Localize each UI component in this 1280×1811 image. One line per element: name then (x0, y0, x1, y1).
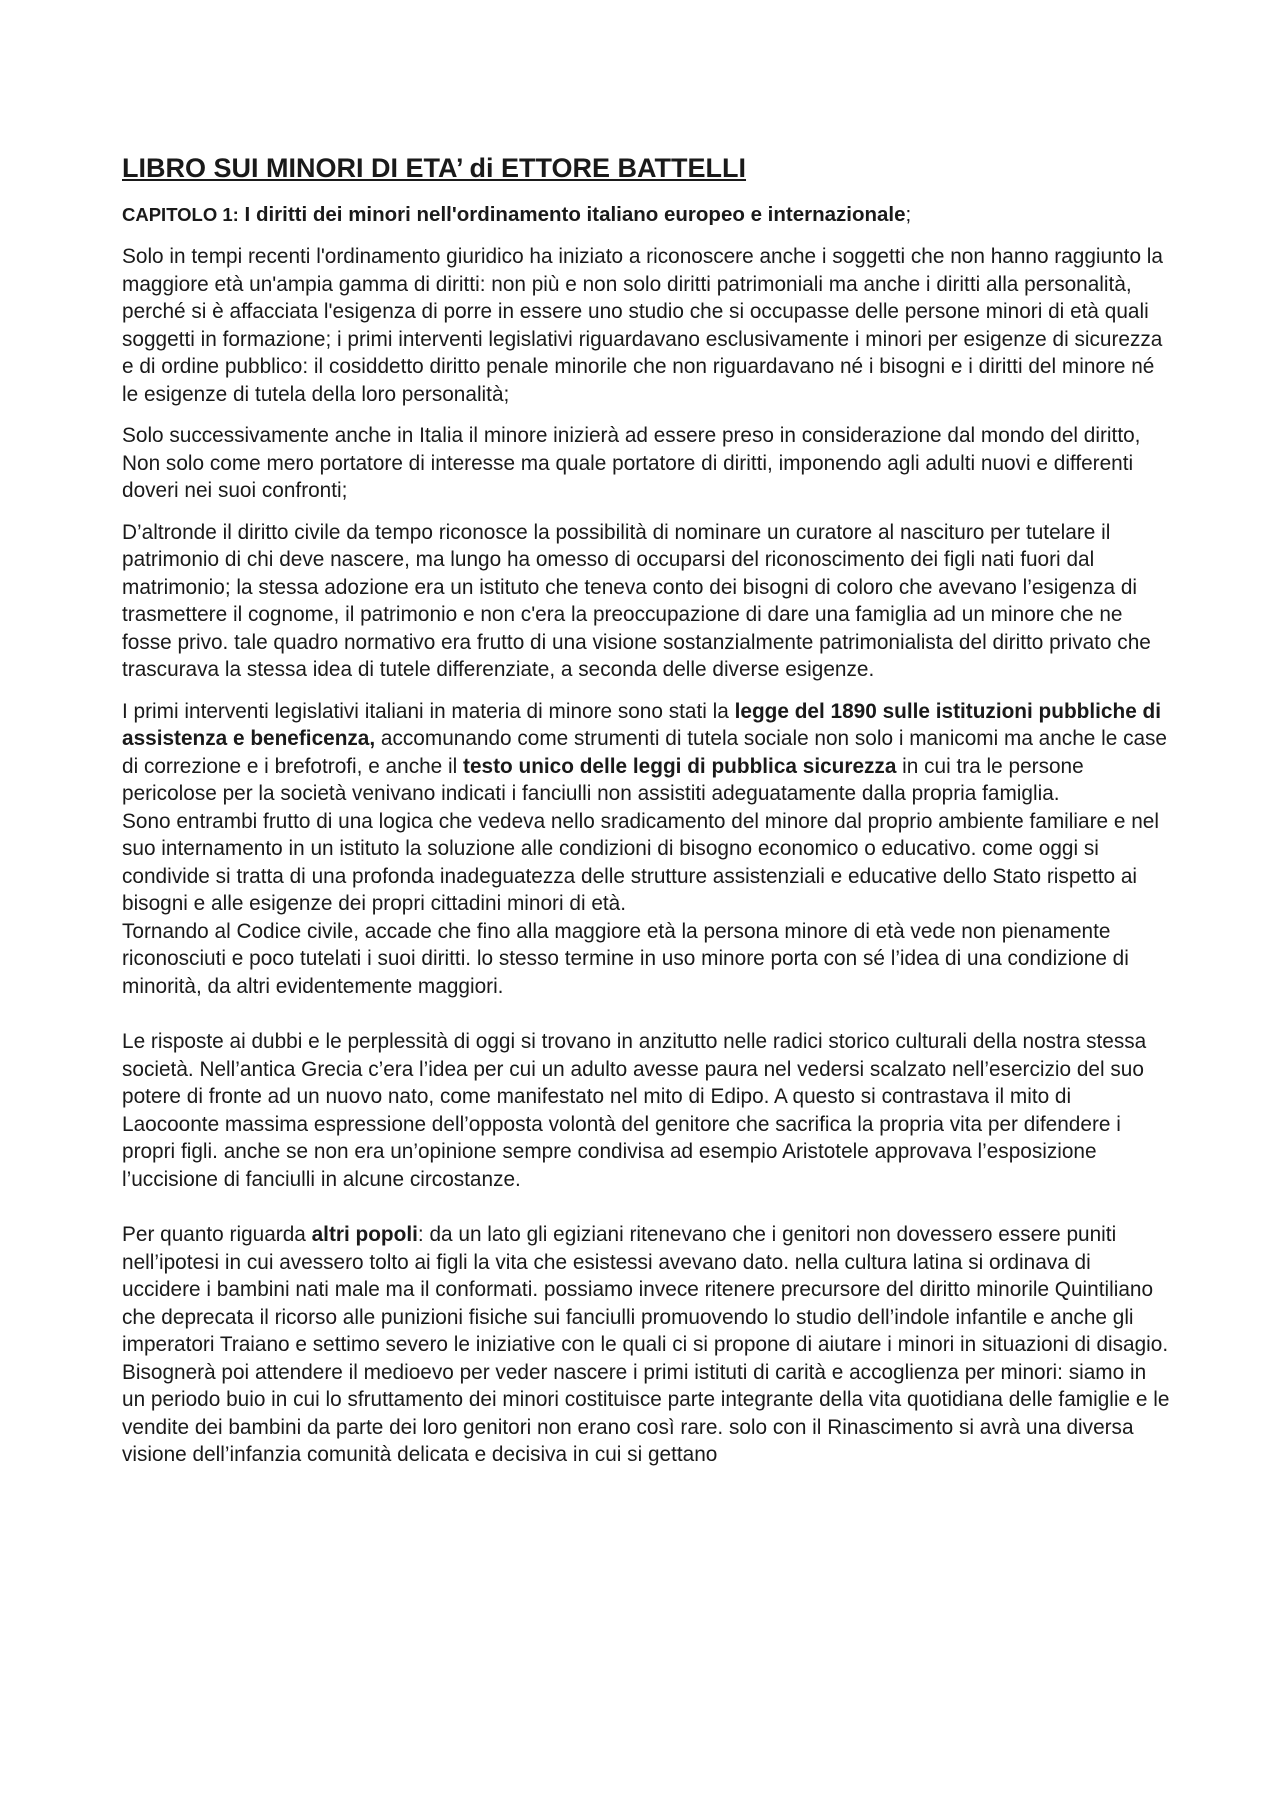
paragraph-4-text-3: in cui tra le persone pericolose per la società venivano indicati i fanciulli non assistiti adeguatamente dalla propria famiglia. (122, 754, 1084, 805)
paragraph-1: Solo in tempi recenti l'ordinamento giuridico ha iniziato a riconoscere anche i soggetti che non hanno raggiunto la maggiore età un'ampia gamma di diritti: non più e non solo diritti patrimoniali ma anche i diritti alla personalità, perché si è affacciata l'esigenza di porre in essere uno studio che si occupasse delle persone minori di età quali soggetti in formazione; i primi interventi legislativi riguardavano esclusivamente i minori per esigenze di sicurezza e di ordine pubblico: il cosiddetto diritto penale minorile che non riguardavano né i bisogni e i diritti del minore né le esigenze di tutela della loro personalità; (122, 245, 1163, 406)
paragraph-4-text-2: accomunando come strumenti di tutela sociale non solo i manicomi ma anche le case di correzione e i brefotrofi, e anche il (122, 727, 1168, 778)
paragraph-7: Le risposte ai dubbi e le perplessità di oggi si trovano in anzitutto nelle radici storico culturali della nostra stessa società. Nell’antica Grecia c’era l’idea per cui un adulto avesse paura nel vedersi scalzato nell’esercizio del suo potere di fronte ad un nuovo nato, come manifestato nel mito di Edipo. A questo si contrastava il mito di Laocoonte massima espressione dell’opposta volontà del genitore che sacrifica la propria vita per difendere i propri figli. anche se non era un’opinione sempre condivisa ad esempio Aristotele approvava l’esposizione l’uccisione di fanciulli in alcune circostanze. (122, 1030, 1147, 1191)
paragraph-3: D’altronde il diritto civile da tempo riconosce la possibilità di nominare un curatore al nascituro per tutelare il patrimonio di chi deve nascere, ma lungo ha omesso di occuparsi del riconoscimento dei figli nati fuori dal matrimonio; la stessa adozione era un istituto che teneva conto dei bisogni di coloro che avevano l’esigenza di trasmettere il cognome, il patrimonio e non c'era la preoccupazione di dare una famiglia ad un minore che ne fosse privo. tale quadro normativo era frutto di una visione sostanzialmente patrimonialista del diritto privato che trascurava la stessa idea di tutele differenziate, a seconda delle diverse esigenze. (122, 520, 1151, 681)
chapter-heading (122, 201, 1172, 229)
paragraph-8-text-2: : da un lato gli egiziani ritenevano che i genitori non dovessero essere puniti nell’ipotesi in cui avessero tolto ai figli la vita che esistessi avevano dato. nella cultura latina si ordinava di uccidere i bambini nati male ma il conformati. possiamo invece ritenere precursore del diritto minorile Quintiliano che deprecata il ricorso alle punizioni fisiche sui fanciulli promuovendo lo studio dell’indole infantile e anche gli imperatori Traiano e settimo severo le iniziative con le quali ci si propone di aiutare i minori in situazioni di disagio. Bisognerà poi attendere il medioevo per veder nascere i primi istituti di carità e accoglienza per minori: siamo in un periodo buio in cui lo sfruttamento dei minori costituisce parte integrante della vita quotidiana delle famiglie e le vendite dei bambini da parte dei loro genitori non erano così rare. solo con il Rinascimento si avrà una diversa visione dell’infanzia comunità delicata e decisiva in cui si gettano (122, 1223, 1170, 1466)
chapter-tail: ; (905, 203, 912, 226)
paragraph-8-text-1: Per quanto riguarda (122, 1223, 312, 1246)
paragraph-4-text-1: I primi interventi legislativi italiani in materia di minore sono stati la (122, 699, 735, 723)
paragraph-2: Solo successivamente anche in Italia il minore inizierà ad essere preso in considerazione dal mondo del diritto, Non solo come mero portatore di interesse ma quale portatore di diritti, imponendo agli adulti nuovi e differenti doveri nei suoi confronti; (122, 424, 1141, 502)
document-title: LIBRO SUI MINORI DI ETA’ di ETTORE BATTELLI (122, 153, 747, 183)
blank-line (122, 1193, 1172, 1221)
chapter-label: CAPITOLO 1: (122, 204, 239, 225)
chapter-subject: I diritti dei minori nell'ordinamento italiano europeo e internazionale (244, 203, 906, 226)
document-body (122, 150, 1172, 1469)
paragraph-5: Sono entrambi frutto di una logica che vedeva nello sradicamento del minore dal proprio ambiente familiare e nel suo internamento in un istituto la soluzione alle condizioni di bisogno economico o educativo. come oggi si condivide si tratta di una profonda inadeguatezza delle strutture assistenziali e educative dello Stato rispetto ai bisogni e alle esigenze dei propri cittadini minori di età. (122, 809, 1159, 915)
paragraph-8 (122, 1221, 1172, 1469)
paragraph-4 (122, 698, 1172, 808)
blank-line (122, 1000, 1172, 1028)
paragraph-6: Tornando al Codice civile, accade che fino alla maggiore età la persona minore di età vede non pienamente riconosciuti e poco tutelati i suoi diritti. lo stesso termine in uso minore porta con sé l’idea di una condizione di minorità, da altri evidentemente maggiori. (122, 919, 1129, 998)
paragraph-4-bold-1: legge del 1890 sulle istituzioni pubbliche di assistenza e beneficenza, (122, 699, 1162, 750)
paragraph-4-bold-2: testo unico delle leggi di pubblica sicurezza (463, 754, 897, 778)
paragraph-8-bold-1: altri popoli (311, 1223, 418, 1246)
